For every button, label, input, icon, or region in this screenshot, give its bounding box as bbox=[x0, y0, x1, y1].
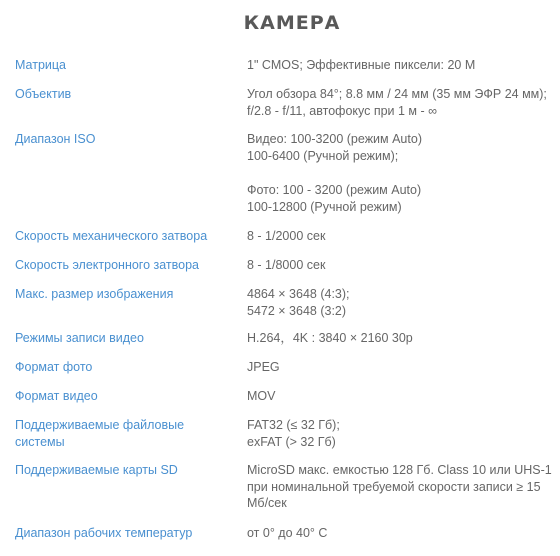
spec-value-line: f/2.8 - f/11, автофокус при 1 м - ∞ bbox=[247, 103, 438, 118]
spec-label-line: Поддерживаемые карты SD bbox=[15, 463, 178, 477]
spec-value-line: Фото: 100 - 3200 (режим Auto) bbox=[247, 183, 422, 198]
spec-value-line: MicroSD макс. емкостью 128 Гб. Class 10 или UHS-1 bbox=[247, 463, 552, 477]
spec-value-line: 100-6400 (Ручной режим); bbox=[247, 148, 399, 163]
spec-label-line: Поддерживаемые файловые bbox=[15, 418, 185, 432]
spec-value bbox=[247, 286, 559, 319]
spec-value bbox=[247, 417, 559, 450]
spec-label bbox=[15, 131, 230, 148]
spec-value bbox=[247, 57, 559, 74]
spec-value bbox=[247, 228, 559, 245]
spec-value bbox=[247, 131, 559, 215]
spec-label-line: Формат фото bbox=[15, 360, 93, 374]
spec-value-line: Видео: 100-3200 (режим Auto) bbox=[247, 132, 422, 146]
spec-value-line: FAT32 (≤ 32 Гб); bbox=[247, 418, 340, 432]
spec-value bbox=[247, 257, 559, 274]
spec-label bbox=[15, 462, 230, 479]
spec-label-line: Диапазон ISO bbox=[15, 132, 96, 146]
spec-value-line: 1" CMOS; Эффективные пиксели: 20 М bbox=[247, 58, 476, 72]
spec-label-line: Режимы записи видео bbox=[15, 331, 144, 345]
section-title: КАМЕРА bbox=[243, 12, 341, 34]
spec-label-line: Матрица bbox=[15, 58, 67, 72]
spec-value-line: 4864 × 3648 (4:3); bbox=[247, 287, 350, 301]
spec-label bbox=[15, 57, 230, 74]
spec-label-line: Скорость электронного затвора bbox=[15, 258, 199, 272]
spec-label-line: Скорость механического затвора bbox=[15, 229, 208, 243]
spec-value-line: от 0° до 40° С bbox=[247, 526, 328, 540]
spec-value-gap bbox=[247, 164, 559, 182]
spec-label-line: системы bbox=[15, 434, 65, 449]
spec-label-line: Диапазон рабочих температур bbox=[15, 526, 193, 540]
spec-value bbox=[247, 462, 559, 512]
spec-label bbox=[15, 417, 230, 450]
spec-label-line: Объектив bbox=[15, 87, 72, 101]
spec-label bbox=[15, 286, 230, 303]
spec-value-line: JPEG bbox=[247, 360, 280, 374]
spec-label bbox=[15, 228, 230, 245]
spec-value bbox=[247, 388, 559, 405]
spec-value-line: при номинальной требуемой скорости записи ≥ 15 bbox=[247, 479, 541, 494]
spec-value-line: 8 - 1/2000 сек bbox=[247, 229, 326, 243]
spec-value bbox=[247, 330, 559, 347]
spec-label bbox=[15, 330, 230, 347]
spec-value-line: 5472 × 3648 (3:2) bbox=[247, 303, 347, 318]
spec-value bbox=[247, 86, 559, 119]
spec-value-line: Угол обзора 84°; 8.8 мм / 24 мм (35 мм ЭФР 24 мм); bbox=[247, 87, 547, 101]
spec-value-line: H.264，4K : 3840 × 2160 30p bbox=[247, 331, 413, 345]
spec-value-line: Мб/сек bbox=[247, 496, 287, 511]
spec-label-line: Формат видео bbox=[15, 389, 98, 403]
spec-value-line: 8 - 1/8000 сек bbox=[247, 258, 326, 272]
spec-value-line: exFAT (> 32 Гб) bbox=[247, 434, 336, 449]
spec-label bbox=[15, 257, 230, 274]
spec-value-line: 100-12800 (Ручной режим) bbox=[247, 199, 402, 214]
spec-label bbox=[15, 388, 230, 405]
spec-value bbox=[247, 359, 559, 376]
spec-label bbox=[15, 525, 230, 542]
spec-value bbox=[247, 525, 559, 542]
spec-label bbox=[15, 359, 230, 376]
spec-label bbox=[15, 86, 230, 103]
spec-label-line: Макс. размер изображения bbox=[15, 287, 174, 301]
spec-value-line: MOV bbox=[247, 389, 276, 403]
